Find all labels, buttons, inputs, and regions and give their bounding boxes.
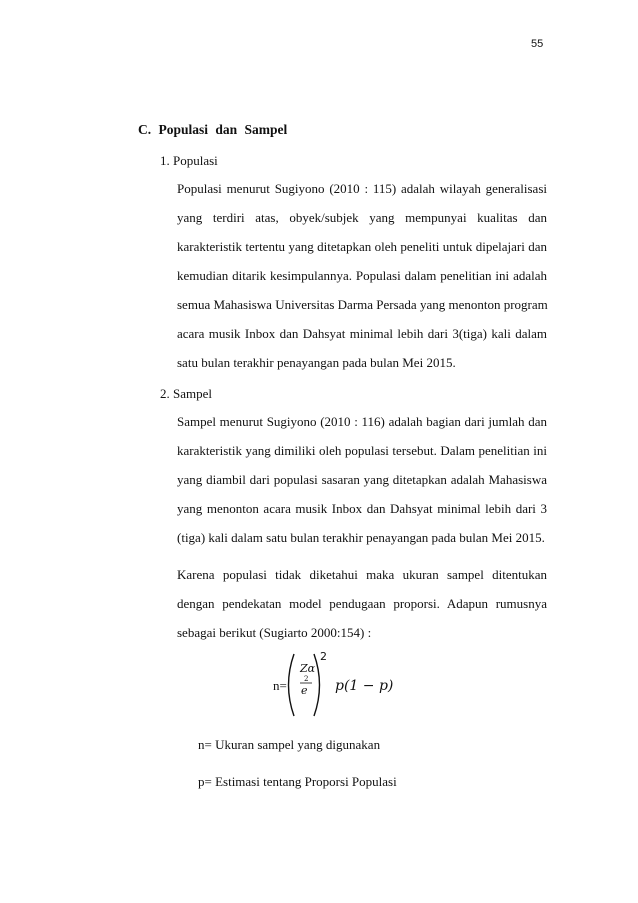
section-title: C. Populasi dan Sampel xyxy=(138,122,288,137)
text-line: karakteristik tertentu yang ditetapkan oleh peneliti untuk dipelajari dan xyxy=(177,239,547,254)
page-number: 55 xyxy=(531,38,544,50)
item-heading-populasi: 1. Populasi xyxy=(160,153,218,168)
text-line: Sampel menurut Sugiyono (2010 : 116) adalah bagian dari jumlah dan xyxy=(177,414,547,429)
formula-denominator: e xyxy=(301,684,308,697)
text-line: satu bulan terakhir penayangan pada bulan Mei 2015. xyxy=(177,355,456,370)
text-line: yang menonton acara musik Inbox dan Dahsyat minimal lebih dari 3 xyxy=(177,501,547,516)
left-paren xyxy=(289,654,295,716)
item-heading-sampel: 2. Sampel xyxy=(160,386,212,401)
text-line: Karena populasi tidak diketahui maka ukuran sampel ditentukan xyxy=(177,567,547,582)
formula-exponent: 2 xyxy=(320,650,327,663)
text-line: yang diambil dari populasi sasaran yang ditetapkan adalah Mahasiswa xyxy=(177,472,547,487)
text-line: dengan pendekatan model pendugaan proporsi. Adapun rumusnya xyxy=(177,596,547,611)
legend-p: p= Estimasi tentang Proporsi Populasi xyxy=(198,774,397,789)
text-line: acara musik Inbox dan Dahsyat minimal lebih dari 3(tiga) kali dalam xyxy=(177,326,547,341)
text-line: yang terdiri atas, obyek/subjek yang mempunyai kualitas dan xyxy=(177,210,547,225)
text-line: karakteristik yang dimiliki oleh populasi tersebut. Dalam penelitian ini xyxy=(177,443,547,458)
text-line: Populasi menurut Sugiyono (2010 : 115) adalah wilayah generalisasi xyxy=(177,181,547,196)
text-line: (tiga) kali dalam satu bulan terakhir penayangan pada bulan Mei 2015. xyxy=(177,530,545,545)
formula-lhs: n= xyxy=(273,678,287,693)
formula-rhs: p(1 − p) xyxy=(335,678,394,694)
text-line: semua Mahasiswa Universitas Darma Persada yang menonton program xyxy=(177,297,548,312)
legend-n: n= Ukuran sampel yang digunakan xyxy=(198,737,381,752)
formula-sub-fraction: 2 xyxy=(304,675,309,683)
formula-numerator: Zα xyxy=(300,662,316,675)
text-line: sebagai berikut (Sugiarto 2000:154) : xyxy=(177,625,372,640)
sample-size-formula xyxy=(270,648,430,728)
text-line: kemudian ditarik kesimpulannya. Populasi dalam penelitian ini adalah xyxy=(177,268,547,283)
